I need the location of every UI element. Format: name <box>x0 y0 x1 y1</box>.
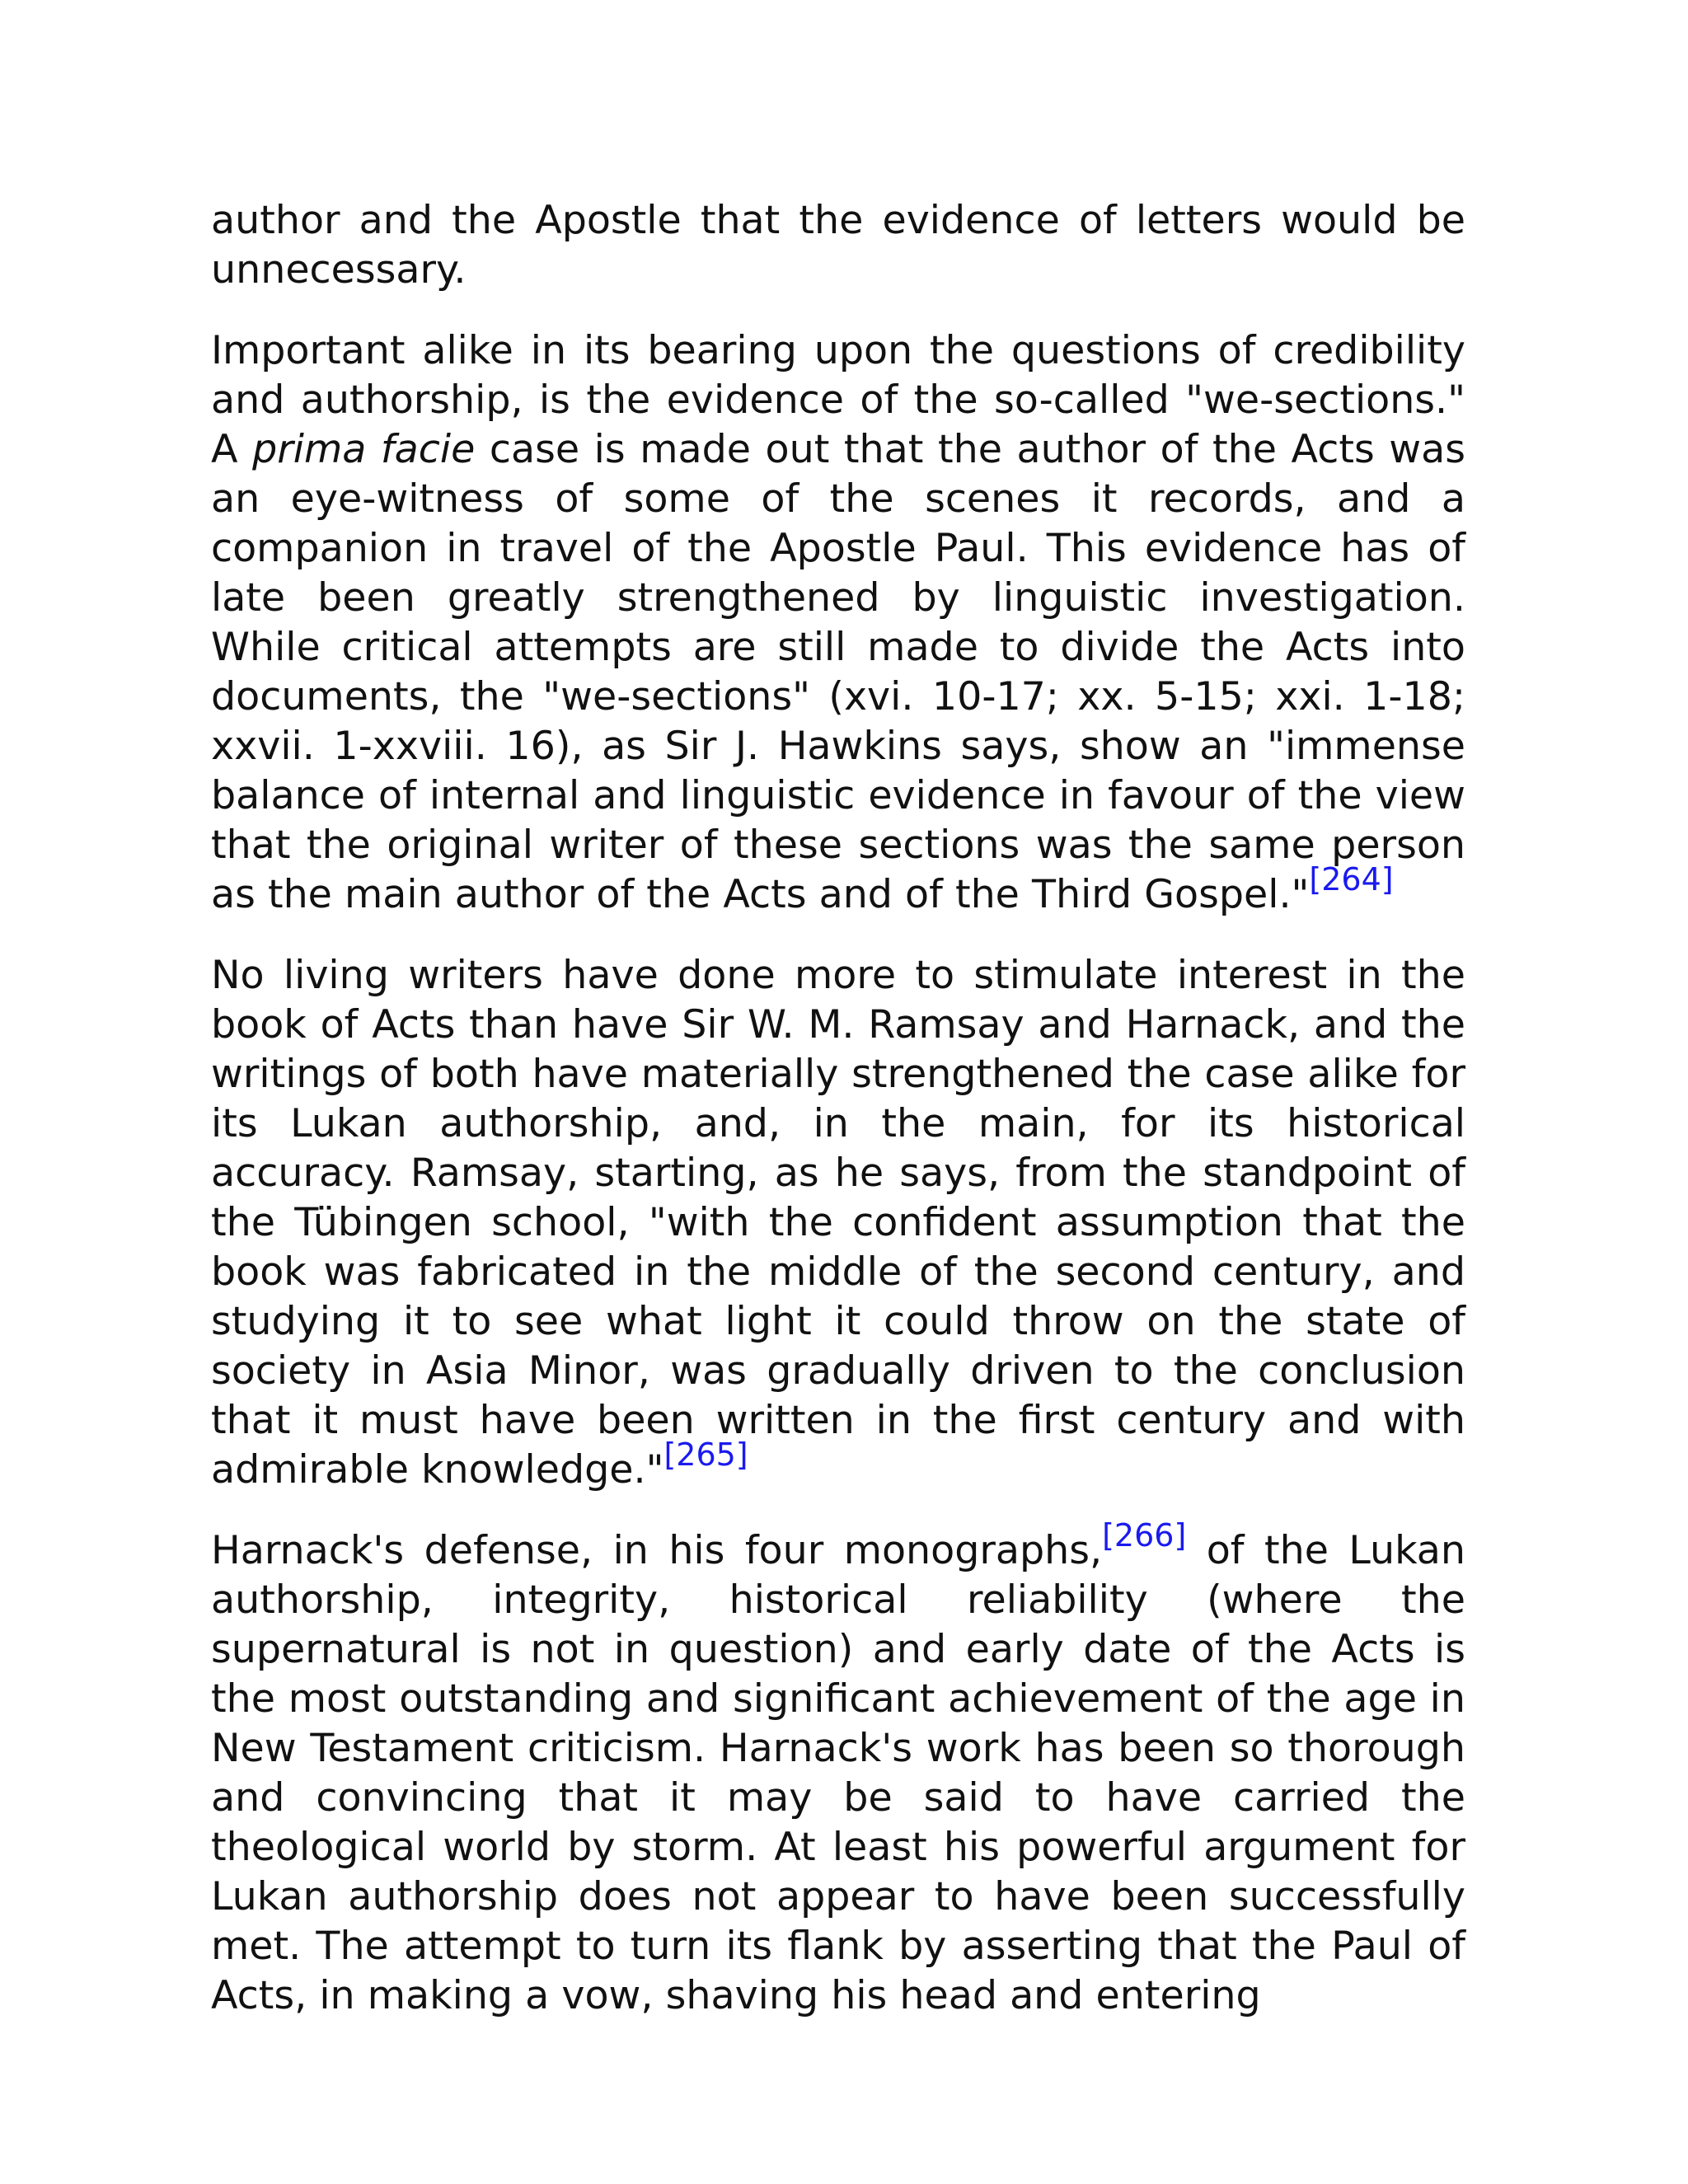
italic-latin-phrase: prima facie <box>252 427 476 472</box>
footnote-link-266[interactable]: [266] <box>1102 1517 1187 1554</box>
paragraph-text: of the Lukan authorship, integrity, historical reliability (where the supernatural is not in question) and early date of the Acts is the most outstanding and significant achievement of the age in New Testament criticism. Harnack's work has been so thorough and convincing that it may be said to have carried the theological world by storm. At least his powerful argument for Lukan authorship does not appear to have been successfully met. The attempt to turn its flank by asserting that the Paul of Acts, in making a vow, shaving his head and entering <box>211 1528 1465 2018</box>
paragraph-3 <box>211 951 1465 1495</box>
paragraph-2 <box>211 326 1465 920</box>
paragraph-text: Important alike in its bearing upon the questions of credibility and authorship, is the evidence of the so-called "we-sections." A <box>211 328 1465 472</box>
paragraph-text: author and the Apostle that the evidence of letters would be unnecessary. <box>211 198 1465 293</box>
footnote-link-265[interactable]: [265] <box>663 1436 748 1474</box>
paragraph-text: No living writers have done more to stimulate interest in the book of Acts than have Sir W. M. Ramsay and Harnack, and the writings of both have materially strengthened the case alike for its Lukan authorship, and, in the main, for its historical accuracy. Ramsay, starting, as he says, from the standpoint of the Tübingen school, "with the confident assumption that the book was fabricated in the middle of the second century, and studying it to see what light it could throw on the state of society in Asia Minor, was gradually driven to the conclusion that it must have been written in the first century and with admirable knowledge." <box>211 953 1465 1493</box>
paragraph-1 <box>211 196 1465 295</box>
paragraph-text: Harnack's defense, in his four monographs, <box>211 1528 1103 1573</box>
footnote-link-264[interactable]: [264] <box>1309 861 1394 898</box>
document-page <box>211 196 1465 2052</box>
paragraph-text: case is made out that the author of the Acts was an eye-witness of some of the scenes it records, and a companion in travel of the Apostle Paul. This evidence has of late been greatly strengthened by linguistic investigation. While critical attempts are still made to divide the Acts into documents, the "we-sections" (xvi. 10-17; xx. 5-15; xxi. 1-18; xxvii. 1-xxviii. 16), as Sir J. Hawkins says, show an "immense balance of internal and linguistic evidence in favour of the view that the original writer of these sections was the same person as the main author of the Acts and of the Third Gospel." <box>211 427 1465 917</box>
paragraph-4 <box>211 1517 1465 2021</box>
